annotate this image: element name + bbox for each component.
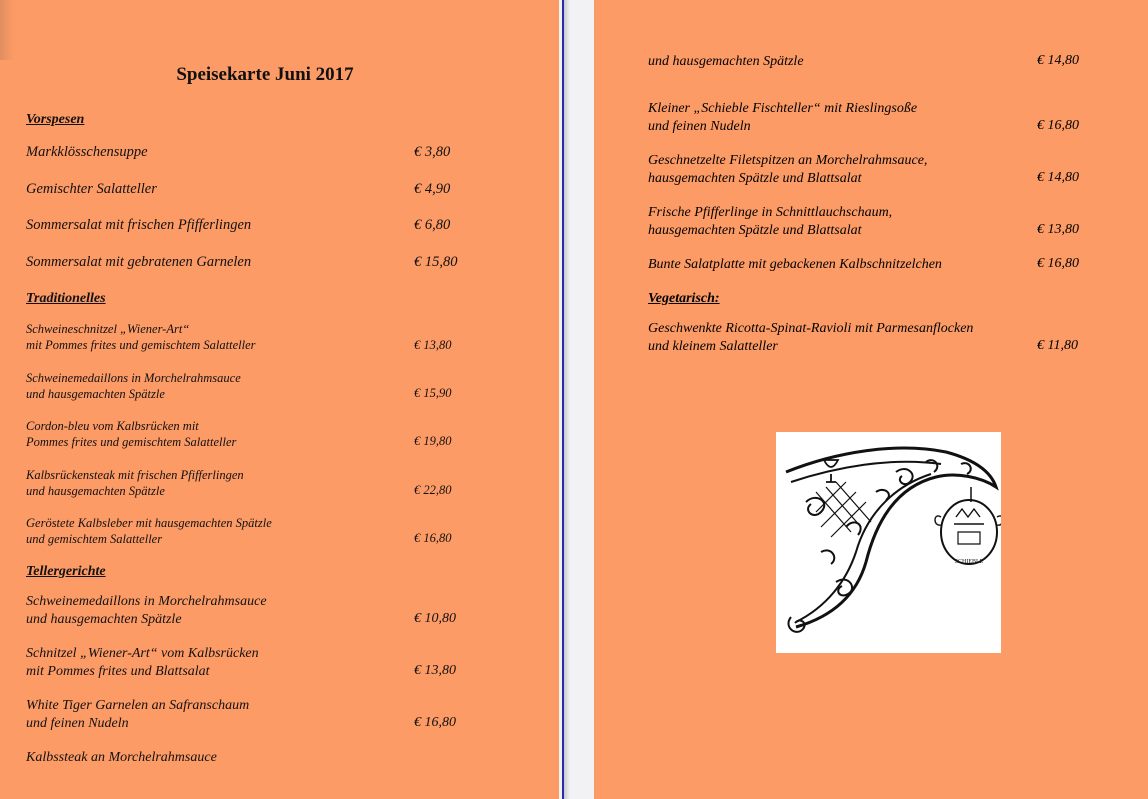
menu-item-price: € 16,80 [1037,118,1079,133]
menu-item-line: Pommes frites und gemischtem Salatteller [26,435,237,449]
menu-item-price: € 15,90 [414,386,452,400]
menu-item-name: Sommersalat mit gebratenen Garnelen [26,254,252,270]
section-heading-vorspeisen: Vorspesen [26,112,85,127]
menu-item-name [26,321,255,353]
menu-item-name: Gemischter Salatteller [26,181,157,197]
menu-item-name: Markklösschensuppe [26,144,148,160]
logo-text: SCHIEBLE [954,559,984,565]
menu-item-line: White Tiger Garnelen an Safranschaum [26,698,250,713]
menu-item-name: Sommersalat mit frischen Pfifferlingen [26,217,252,233]
section-heading-tellergerichte: Tellergerichte [26,564,106,579]
menu-item-name: Bunte Salatplatte mit gebackenen Kalbschnitzelchen [648,257,942,272]
menu-page-left [0,0,559,799]
menu-item-name [26,697,249,733]
menu-item-line: hausgemachten Spätzle und Blattsalat [648,171,862,186]
menu-item-line: und hausgemachten Spätzle [26,484,165,498]
menu-item-price: € 6,80 [414,217,451,233]
menu-item-name [26,467,244,499]
menu-item-price: € 14,80 [1037,53,1079,68]
menu-item-name [648,100,917,136]
menu-item-line: und kleinem Salatteller [648,339,778,354]
menu-item-line: Geschwenkte Ricotta-Spinat-Ravioli mit Parmesanflocken [648,321,974,336]
menu-item-price: € 10,80 [414,611,456,626]
menu-item-line: und hausgemachten Spätzle [26,612,182,627]
page-divider-shadow [564,0,570,799]
menu-item-line: und feinen Nudeln [648,119,751,134]
menu-item-line: und hausgemachten Spätzle [26,387,165,401]
menu-item-name: und hausgemachten Spätzle [648,54,804,69]
menu-item-name [26,593,267,629]
menu-item-line: Geschnetzelte Filetspitzen an Morchelrahmsauce, [648,153,928,168]
menu-item-price: € 15,80 [414,254,458,270]
section-heading-traditionelles: Traditionelles [26,291,106,306]
menu-item-price: € 22,80 [414,483,452,497]
menu-title: Speisekarte Juni 2017 [176,64,354,85]
menu-item-price: € 13,80 [1037,222,1079,237]
menu-item-line: Geröstete Kalbsleber mit hausgemachten Spätzle [26,516,272,530]
menu-item-name [26,418,236,450]
menu-item-line: Kalbsrückensteak mit frischen Pfifferlingen [26,468,244,482]
menu-item-line: mit Pommes frites und Blattsalat [26,664,210,679]
menu-item-line: Schweineschnitzel „Wiener-Art“ [26,322,190,336]
menu-item-price: € 16,80 [414,715,456,730]
menu-item-line: und feinen Nudeln [26,716,129,731]
schieble-ornament-logo [776,432,1001,653]
menu-item-line: Cordon-bleu vom Kalbsrücken mit [26,419,199,433]
menu-item-price: € 13,80 [414,663,456,678]
menu-item-line: mit Pommes frites und gemischtem Salatteller [26,338,256,352]
menu-item-line: hausgemachten Spätzle und Blattsalat [648,223,862,238]
menu-item-price: € 16,80 [414,531,452,545]
menu-item-line: Schnitzel „Wiener-Art“ vom Kalbsrücken [26,646,259,661]
page-edge-shadow [0,0,14,60]
menu-item-price: € 3,80 [414,144,451,160]
menu-item-price: € 13,80 [414,338,452,352]
section-heading-vegetarisch: Vegetarisch: [648,291,720,306]
menu-item-line: Schweinemedaillons in Morchelrahmsauce [26,594,267,609]
menu-item-line: und gemischtem Salatteller [26,532,163,546]
menu-item-price: € 16,80 [1037,256,1079,271]
menu-item-name [648,320,973,356]
menu-item-price: € 14,80 [1037,170,1079,185]
menu-item-price: € 11,80 [1037,338,1078,353]
menu-item-line: Frische Pfifferlinge in Schnittlauchschaum, [648,205,893,220]
menu-item-name [26,645,259,681]
menu-item-name [26,515,272,547]
menu-item-price: € 4,90 [414,181,451,197]
menu-item-name: Kalbssteak an Morchelrahmsauce [26,750,217,765]
menu-item-line: Schweinemedaillons in Morchelrahmsauce [26,371,241,385]
menu-item-name [648,204,892,240]
ornament-icon [776,432,1001,653]
menu-item-price: € 19,80 [414,434,452,448]
menu-item-name [26,370,241,402]
menu-item-name [648,152,927,188]
menu-item-line: Kleiner „Schieble Fischteller“ mit Rieslingsoße [648,101,918,116]
